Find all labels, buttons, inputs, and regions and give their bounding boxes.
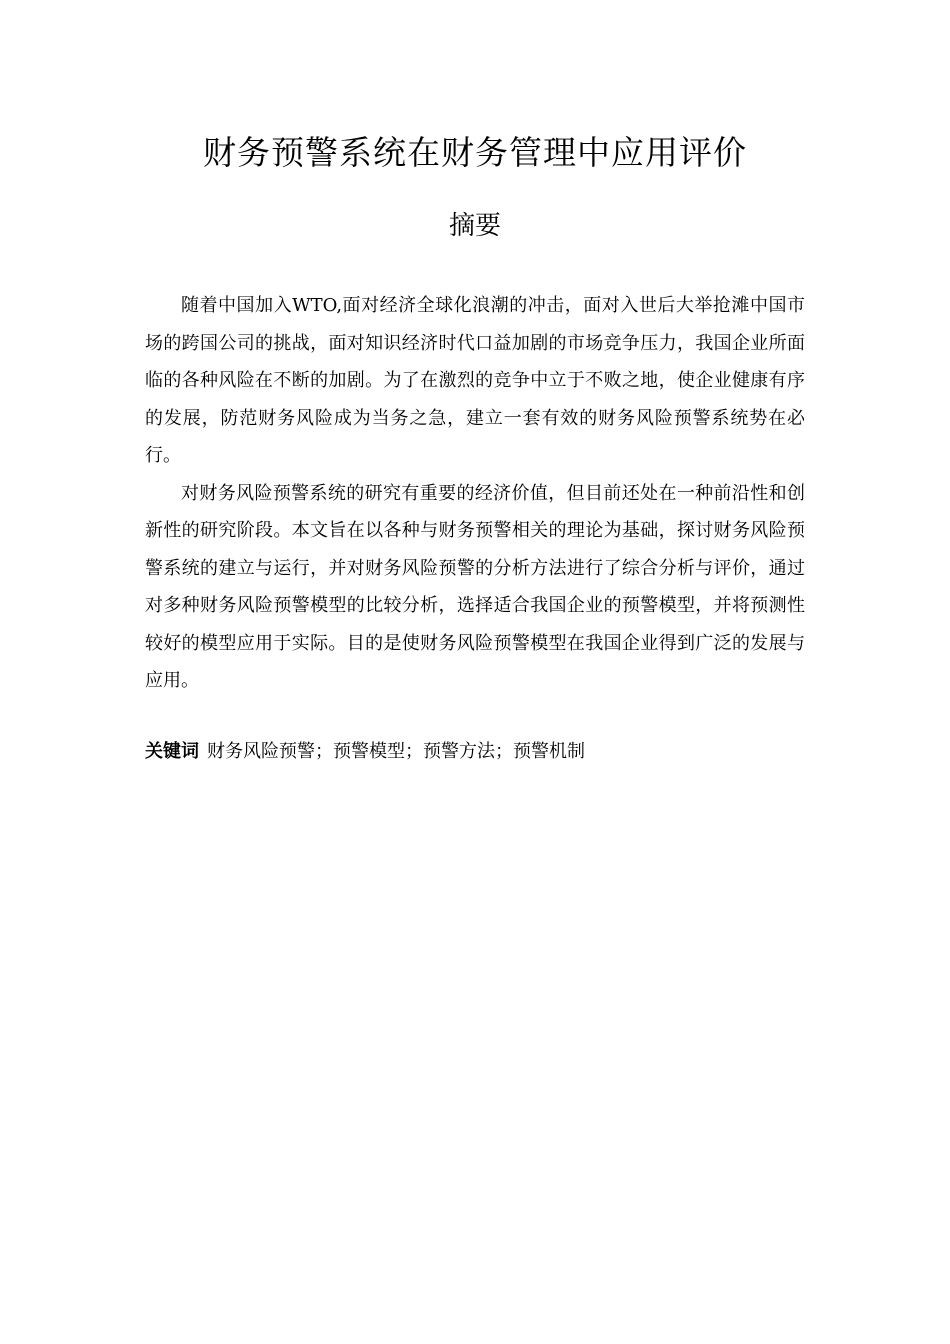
abstract-paragraph-2: 对财务风险预警系统的研究有重要的经济价值，但目前还处在一种前沿性和创新性的研究阶段。本文旨在以各种与财务预警相关的理论为基础，探讨财务风险预警系统的建立与运行，并对财务风险预警的分析方法进行了综合分析与评价，通过对多种财务风险预警模型的比较分析，选择适合我国企业的预警模型，并将预测性较好的模型应用于实际。目的是使财务风险预警模型在我国企业得到广泛的发展与应用。 [145,482,805,691]
abstract-paragraph-1: 随着中国加入WTO,面对经济全球化浪潮的冲击，面对入世后大举抢滩中国市场的跨国公司的挑战，面对知识经济时代口益加剧的市场竞争压力，我国企业所面临的各种风险在不断的加剧。为了在激烈的竞争中立于不败之地，使企业健康有序的发展，防范财务风险成为当务之急，建立一套有效的财务风险预警系统势在必行。 [145,295,805,466]
keywords-label: 关键词 [145,741,199,762]
document-title: 财务预警系统在财务管理中应用评价 [203,133,747,172]
abstract-body [145,287,805,700]
keywords-line [145,734,805,770]
abstract-heading: 摘要 [448,211,501,241]
keywords-text: 财务风险预警；预警模型；预警方法；预警机制 [207,741,585,762]
